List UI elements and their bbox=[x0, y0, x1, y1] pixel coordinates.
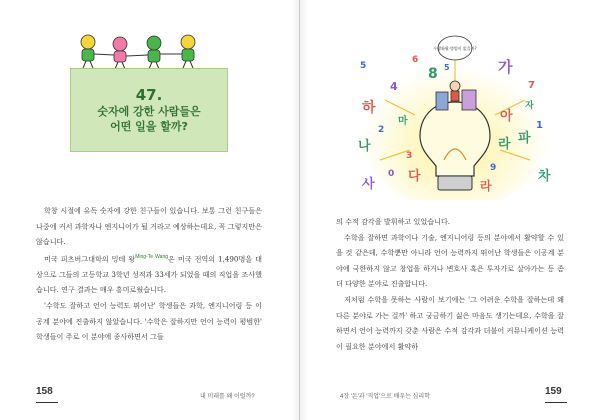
floating-char: 7 bbox=[528, 80, 535, 91]
floating-char: 2 bbox=[378, 125, 385, 135]
kid-figure bbox=[147, 36, 161, 69]
floating-char: 다 bbox=[408, 169, 421, 184]
floating-char: 1 bbox=[536, 120, 543, 131]
chapter-title-line1: 숫자에 강한 사람들은 bbox=[97, 105, 201, 118]
floating-char: 라 bbox=[480, 179, 492, 193]
floating-char: 라 bbox=[498, 137, 511, 152]
floating-char: 하 bbox=[362, 100, 376, 116]
person-body bbox=[451, 91, 459, 101]
paragraph-rest: 은 미국 전역의 1,490명을 대상으로 그들의 고등학교 3학년 성적과 33세가 되었을 때의 직업을 조사했습니다. 연구 결과는 매우 흥미로웠습니다. bbox=[36, 254, 262, 295]
page-number-rule bbox=[545, 402, 567, 403]
chapter-title-line2: 어떤 일을 할까? bbox=[110, 120, 188, 133]
floating-char: 사 bbox=[362, 177, 375, 192]
right-page bbox=[300, 0, 600, 420]
paragraph: 학창 시절에 유독 숫자에 강한 친구들이 있습니다. 보통 그런 친구들은 나중에 커서 과학자나 엔지니어가 될 거라고 예상하는데요, 꼭 그렇지만은 않습니다. bbox=[36, 206, 262, 247]
bulb-base bbox=[438, 176, 472, 190]
name-note: Ming-Te Wang bbox=[135, 253, 169, 260]
running-footer: 4장 '돈'과 '직업'으로 배우는 심리학 bbox=[340, 394, 430, 400]
kid-figure bbox=[81, 35, 95, 68]
kid-figure bbox=[181, 35, 195, 68]
children-illustration bbox=[70, 30, 220, 70]
page-number: 159 bbox=[545, 386, 562, 397]
floating-char: 5 bbox=[360, 61, 367, 71]
floating-char: 8 bbox=[428, 66, 438, 82]
floating-char: 4 bbox=[390, 80, 398, 93]
chapter-number: 47. bbox=[135, 86, 163, 104]
floating-char: 차 bbox=[538, 169, 551, 184]
chapter-title-box bbox=[70, 68, 228, 152]
book-gutter bbox=[292, 0, 308, 420]
right-body-text bbox=[336, 214, 564, 354]
left-body-text bbox=[36, 203, 262, 345]
floating-char: 나 bbox=[358, 139, 371, 154]
paragraph: 의 수적 감각을 발휘하고 있었습니다. bbox=[336, 217, 451, 226]
page-number: 158 bbox=[36, 386, 53, 397]
floating-char: 파 bbox=[518, 131, 531, 146]
kid-figure bbox=[113, 37, 127, 69]
lightbulb-illustration bbox=[340, 20, 570, 200]
floating-char: 자 bbox=[525, 101, 534, 111]
paragraph-start: 미국 피츠버그대학의 밍테 왕 bbox=[44, 254, 136, 264]
paragraph bbox=[36, 250, 262, 298]
building-icon bbox=[462, 90, 476, 110]
speech-bubble-text: 우왕좌왕 방법이 없을까? bbox=[433, 46, 477, 51]
paragraph: 저처럼 수학을 못하는 사람이 보기에는 '그 어려운 수학을 잘하는데 왜 다른 분야로 가는 걸까' 하고 궁금하기 싫은 마음도 생기는데요, 수학을 잘하면서 언어 능력까지 갖춘 사람은 수적 감각과 더불어 커뮤니케이션 능력이 필요한 분야에서 활약하 bbox=[336, 294, 564, 351]
page-number-rule bbox=[36, 402, 58, 403]
floating-char: 아 bbox=[500, 109, 513, 124]
floating-char: 0 bbox=[388, 169, 395, 179]
floating-char: 마 bbox=[398, 116, 408, 127]
building-icon bbox=[436, 92, 448, 110]
floating-char: 3 bbox=[406, 151, 413, 161]
floating-char: 5 bbox=[444, 63, 450, 72]
paragraph: '수학도 잘하고 언어 능력도 뛰어난' 학생들은 과학, 엔지니어링 등 이공계 분야에 진출하지 않았습니다. '수학은 잘하지만 언어 능력이 평범한' 학생들이 주로 이 분야에 종사하면서 그들 bbox=[36, 300, 262, 342]
running-footer: 내 미래를 왜 이럴까? bbox=[200, 394, 255, 400]
floating-char: 9 bbox=[490, 163, 497, 173]
person-icon bbox=[450, 81, 460, 91]
floating-char: 6 bbox=[412, 55, 419, 65]
floating-char: 가 bbox=[498, 58, 513, 76]
paragraph: 수학을 잘하면 과학이나 기술, 엔지니어링 등의 분야에서 활약할 수 있을 것 같은데, 수학뿐만 아니라 언어 능력까지 뛰어난 학생들은 이공계 분야에 국한하지 않고 창업을 하거나 변호사 혹은 투자가로 살아가는 등 좀 더 다양한 분야로 진출합니다. bbox=[336, 232, 564, 289]
